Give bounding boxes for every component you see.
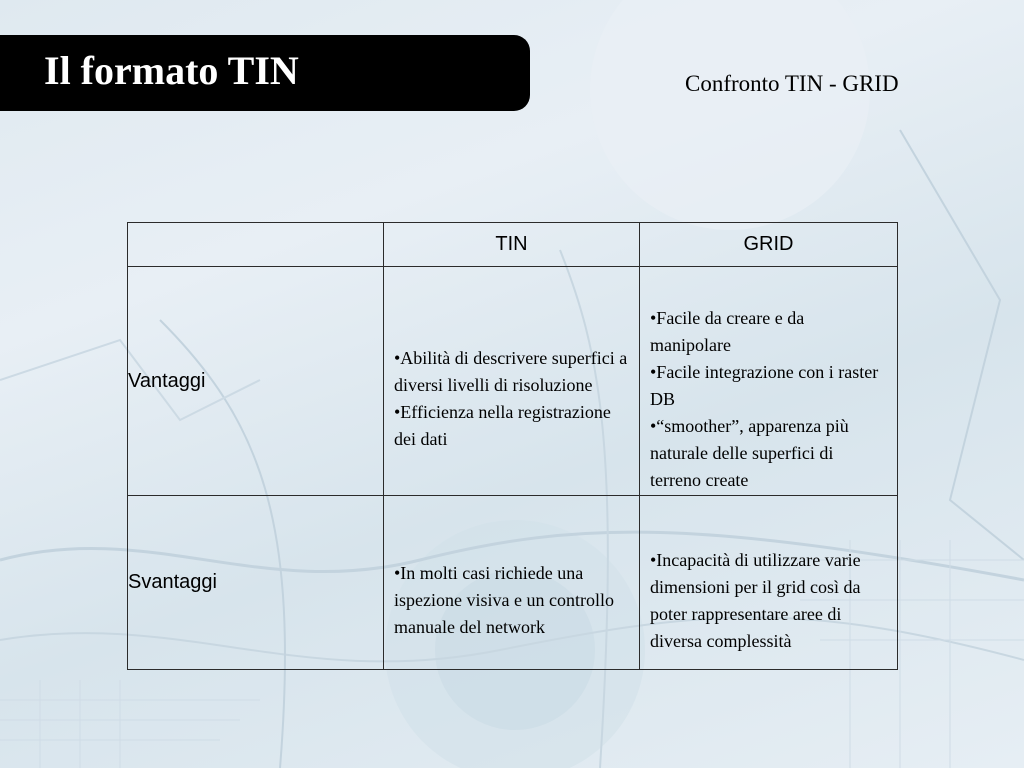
slide-title: Il formato TIN <box>44 48 299 93</box>
header-grid: GRID <box>640 223 898 267</box>
comparison-table <box>127 222 898 670</box>
header-tin: TIN <box>384 223 640 267</box>
table-header-row <box>128 223 898 267</box>
cell-vantaggi-grid <box>640 267 898 496</box>
bullet-item: •“smoother”, apparenza più naturale delle superfici di terreno create <box>650 415 849 490</box>
cell-vantaggi-tin <box>384 267 640 496</box>
row-label-svantaggi: Svantaggi <box>128 496 384 670</box>
bullet-item: •Facile da creare e da manipolare <box>650 307 805 355</box>
cell-svantaggi-tin <box>384 496 640 670</box>
header-empty-cell <box>128 223 384 267</box>
bullet-item: •Facile integrazione con i raster DB <box>650 361 879 409</box>
bullet-item: •Efficienza nella registrazione dei dati <box>394 402 611 449</box>
row-label-vantaggi: Vantaggi <box>128 267 384 496</box>
table-row-vantaggi <box>128 267 898 496</box>
slide-subtitle: Confronto TIN - GRID <box>685 71 899 96</box>
bullet-item: •Incapacità di utilizzare varie dimensioni per il grid così da poter rappresentare aree di diversa complessità <box>650 549 861 651</box>
table-row-svantaggi <box>128 496 898 670</box>
bullet-item: •Abilità di descrivere superfici a diversi livelli di risoluzione <box>394 348 628 395</box>
cell-svantaggi-grid <box>640 496 898 670</box>
bullet-item: •In molti casi richiede una ispezione visiva e un controllo manuale del network <box>394 563 614 637</box>
